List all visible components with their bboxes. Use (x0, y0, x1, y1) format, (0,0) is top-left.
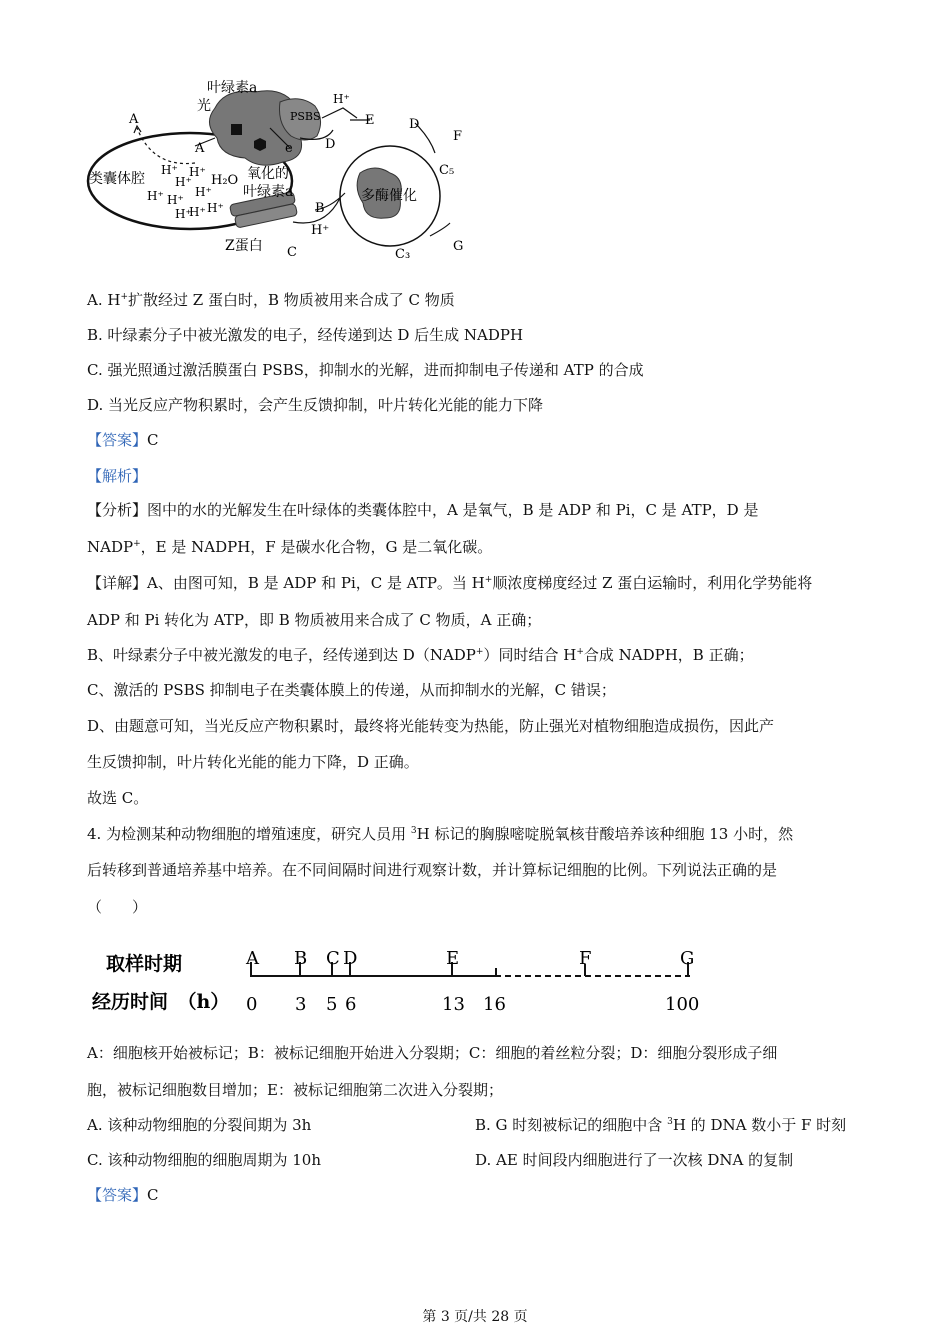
svg-text:H⁺: H⁺ (175, 207, 192, 221)
q3-detail-line6: 生反馈抑制，叶片转化光能的能力下降，D 正确。 (87, 753, 419, 771)
svg-text:H⁺: H⁺ (195, 185, 212, 199)
q3-answer: 【答案】C (87, 431, 159, 449)
label-thylakoid-lumen: 类囊体腔 (89, 171, 145, 187)
q3-option-d: D. 当光反应产物积累时，会产生反馈抑制，叶片转化光能的能力下降 (87, 396, 544, 414)
q3-detail-line1: 【详解】A、由图可知，B 是 ADP 和 Pi，C 是 ATP。当 H+顺浓度梯度经过 Z 蛋白运输时，利用化学势能将 (87, 574, 813, 592)
svg-text:H⁺: H⁺ (189, 205, 206, 219)
q4-legend-line1: A：细胞核开始被标记；B：被标记细胞开始进入分裂期；C：细胞的着丝粒分裂；D：细胞分裂形成子细 (87, 1044, 778, 1062)
q4-answer: 【答案】C (87, 1186, 159, 1204)
label-c3: C₃ (395, 247, 411, 262)
label-oxidized: 氧化的 (247, 166, 289, 182)
q4-stem-line3: （ ） (87, 898, 148, 916)
q3-detail-line5: D、由题意可知，当光反应产物积累时，最终将光能转变为热能，防止强光对植物细胞造成损伤，因此产 (87, 717, 775, 735)
time-3: 3 (295, 994, 307, 1015)
chlorophyll-square-icon (231, 124, 242, 135)
q3-option-a: A. H+扩散经过 Z 蛋白时，B 物质被用来合成了 C 物质 (87, 291, 455, 309)
label-d-top: D (409, 117, 420, 132)
q3-option-c: C. 强光照通过激活膜蛋白 PSBS，抑制水的光解，进而抑制电子传递和 ATP 的合成 (87, 361, 644, 379)
time-6: 6 (345, 994, 357, 1015)
label-chlorophyll-a: 叶绿素a (207, 80, 258, 96)
time-13: 13 (442, 994, 465, 1015)
time-0: 0 (246, 994, 258, 1015)
q4-option-d: D. AE 时间段内细胞进行了一次核 DNA 的复制 (475, 1151, 794, 1169)
q4-option-c: C. 该种动物细胞的细胞周期为 10h (87, 1151, 321, 1169)
label-z-protein: Z蛋白 (225, 238, 263, 254)
label-d-inner: D (325, 137, 336, 152)
point-f: F (579, 948, 592, 969)
q4-legend-line2: 胞，被标记细胞数目增加；E：被标记细胞第二次进入分裂期； (87, 1081, 503, 1099)
point-a: A (246, 948, 259, 969)
q4-stem-line1: 4. 为检测某种动物细胞的增殖速度，研究人员用 $^3$H 标记的胸腺嘧啶脱氧核苷酸培养该种细胞 13 小时，然 (87, 825, 794, 843)
q3-analysis-heading: 【解析】 (87, 467, 148, 485)
time-5: 5 (326, 994, 338, 1015)
svg-text:H⁺: H⁺ (207, 201, 224, 215)
label-c5: C₅ (439, 163, 455, 178)
label-e-minus: e (285, 141, 293, 156)
q3-detail-line3: B、叶绿素分子中被光激发的电子，经传递到达 D（NADP+）同时结合 H+合成 NADPH，B 正确； (87, 646, 754, 664)
label-psbs: PSBS (290, 110, 321, 123)
q3-detail-line4: C、激活的 PSBS 抑制电子在类囊体膜上的传递，从而抑制水的光解，C 错误； (87, 681, 616, 699)
q3-detail-line2: ADP 和 Pi 转化为 ATP，即 B 物质被用来合成了 C 物质，A 正确； (87, 611, 542, 629)
time-16: 16 (483, 994, 506, 1015)
point-c: C (326, 948, 340, 969)
label-b: B (315, 201, 325, 216)
point-b: B (294, 948, 308, 969)
q3-fenxi-line2: NADP+，E 是 NADPH，F 是碳水化合物，G 是二氧化碳。 (87, 538, 493, 556)
label-f: F (453, 129, 463, 144)
timeline-row1-label: 取样时期 (106, 953, 183, 975)
timeline-row2-label: 经历时间 （h） (92, 991, 230, 1013)
timeline-ticks (251, 962, 688, 976)
svg-text:H⁺: H⁺ (189, 165, 206, 179)
q3-option-b: B. 叶绿素分子中被光激发的电子，经传递到达 D 后生成 NADPH (87, 326, 524, 344)
q4-option-a: A. 该种动物细胞的分裂间期为 3h (87, 1116, 312, 1134)
page-footer: 第 3 页/共 28 页 (422, 1309, 528, 1325)
label-h2o: H₂O (211, 173, 239, 188)
svg-text:H⁺: H⁺ (175, 175, 192, 189)
svg-text:H⁺: H⁺ (147, 189, 164, 203)
svg-text:H⁺: H⁺ (167, 193, 184, 207)
label-light: 光 (197, 98, 211, 114)
photosynthesis-diagram (85, 78, 485, 268)
label-e: E (365, 113, 375, 128)
svg-text:H⁺: H⁺ (161, 163, 178, 177)
point-g: G (680, 948, 695, 969)
label-a-top: A (129, 112, 139, 127)
q3-fenxi-line1: 【分析】图中的水的光解发生在叶绿体的类囊体腔中，A 是氧气，B 是 ADP 和 Pi，C 是 ATP，D 是 (87, 501, 759, 519)
label-h-plus-bottom: H⁺ (311, 223, 330, 238)
label-a-inner: A (195, 141, 205, 156)
point-d: D (343, 948, 358, 969)
label-g: G (453, 239, 464, 254)
time-100: 100 (665, 994, 700, 1015)
label-h-plus: H⁺ (333, 92, 350, 106)
label-c: C (287, 245, 297, 260)
label-enzyme: 多酶催化 (361, 188, 417, 204)
point-e: E (446, 948, 460, 969)
q3-conclusion: 故选 C。 (87, 789, 149, 807)
q4-option-b: B. G 时刻被标记的细胞中含 $^3$H 的 DNA 数小于 F 时刻 (475, 1116, 847, 1134)
sampling-timeline (90, 938, 710, 1020)
q4-stem-line2: 后转移到普通培养基中培养。在不同间隔时间进行观察计数，并计算标记细胞的比例。下列说法正确的是 (87, 861, 778, 879)
label-oxidized-chlorophyll: 叶绿素a (243, 184, 294, 200)
h-plus-cluster (147, 163, 224, 221)
